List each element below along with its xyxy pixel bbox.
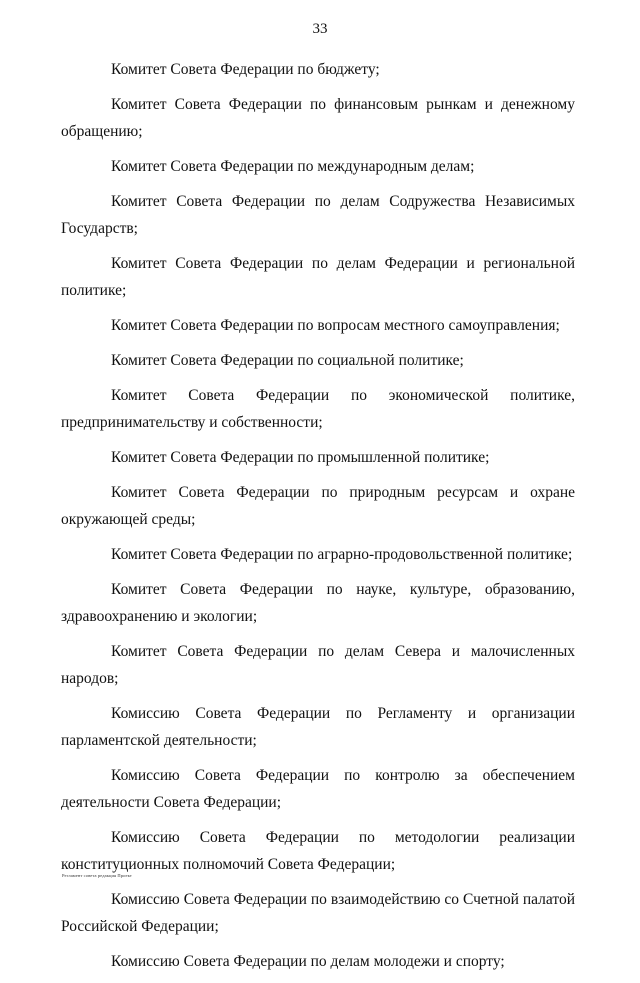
paragraph-9: Комитет Совета Федерации по промышленной политике; xyxy=(111,449,490,466)
paragraph-15: Комиссию Совета Федерации по контролю за обеспечением деятельности Совета Федерации; xyxy=(61,767,575,811)
paragraph-6: Комитет Совета Федерации по вопросам местного самоуправления; xyxy=(111,317,560,334)
paragraph-13: Комитет Совета Федерации по делам Севера и малочисленных народов; xyxy=(61,643,575,687)
footer-stamp: Регламент совета редакция Проект xyxy=(62,873,132,878)
document-body xyxy=(61,56,575,983)
paragraph-10: Комитет Совета Федерации по природным ресурсам и охране окружающей среды; xyxy=(61,484,575,528)
paragraph-3: Комитет Совета Федерации по международным делам; xyxy=(111,158,475,175)
paragraph-14: Комиссию Совета Федерации по Регламенту и организации парламентской деятельности; xyxy=(61,705,575,749)
paragraph-7: Комитет Совета Федерации по социальной политике; xyxy=(111,352,464,369)
paragraph-11: Комитет Совета Федерации по аграрно-продовольственной политике; xyxy=(111,546,573,563)
page-number: 33 xyxy=(312,21,328,37)
paragraph-18: Комиссию Совета Федерации по делам молодежи и спорту; xyxy=(111,953,505,970)
paragraph-1: Комитет Совета Федерации по бюджету; xyxy=(111,61,380,78)
paragraph-16: Комиссию Совета Федерации по методологии реализации конституционных полномочий Совета Федерации; xyxy=(61,829,575,873)
paragraph-8: Комитет Совета Федерации по экономической политике, предпринимательству и собственности; xyxy=(61,387,575,431)
paragraph-2: Комитет Совета Федерации по финансовым рынкам и денежному обращению; xyxy=(61,96,575,140)
paragraph-5: Комитет Совета Федерации по делам Федерации и региональной политике; xyxy=(61,255,575,299)
paragraph-17: Комиссию Совета Федерации по взаимодействию со Счетной палатой Российской Федерации; xyxy=(61,891,575,935)
paragraph-4: Комитет Совета Федерации по делам Содружества Независимых Государств; xyxy=(61,193,575,237)
paragraph-12: Комитет Совета Федерации по науке, культуре, образованию, здравоохранению и экологии; xyxy=(61,581,575,625)
